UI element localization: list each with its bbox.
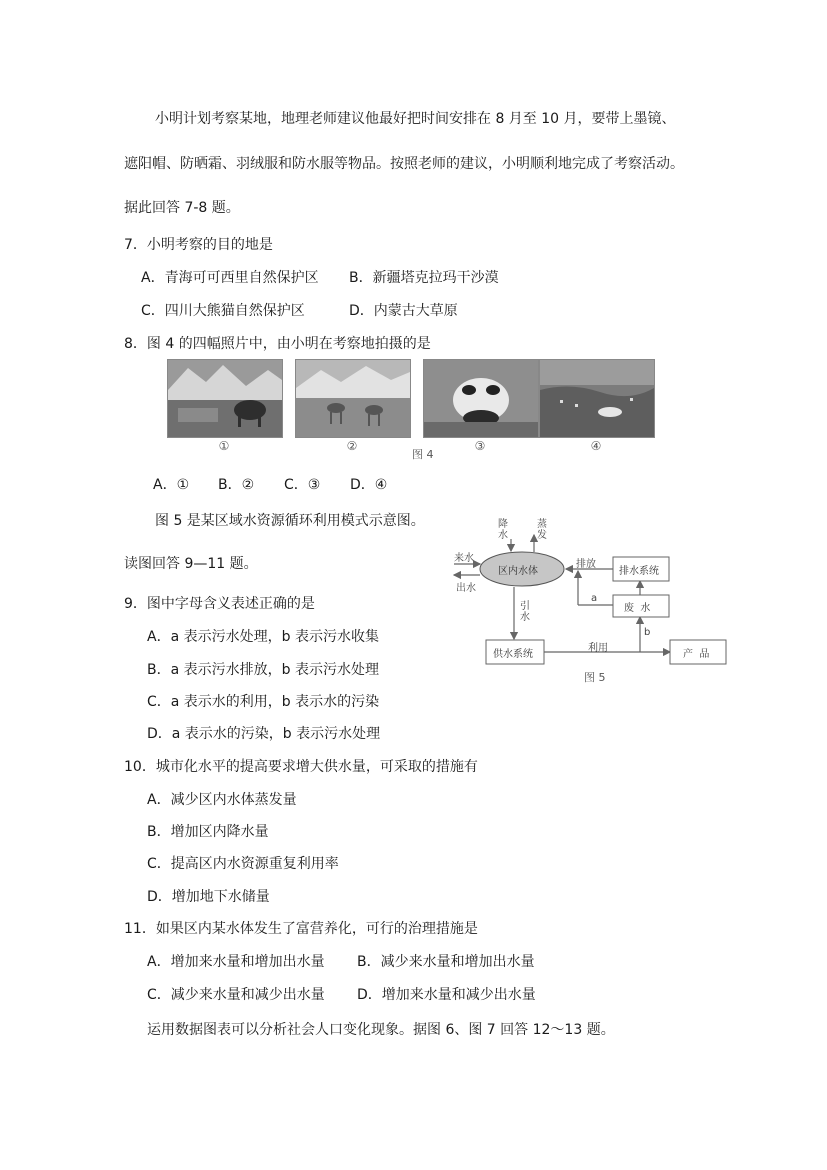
q10-option-d: D．增加地下水储量 <box>147 889 270 905</box>
q7-option-a: A．青海可可西里自然保护区 <box>141 270 319 286</box>
q11-option-b: B．减少来水量和增加出水量 <box>357 954 535 970</box>
q10-option-b: B．增加区内降水量 <box>147 824 269 840</box>
label-discharge: 排放 <box>576 559 596 570</box>
q7-option-d: D．内蒙古大草原 <box>349 303 458 319</box>
q8-stem: 8．图 4 的四幅照片中，由小明在考察地拍摄的是 <box>124 336 431 352</box>
label-supply-system: 供水系统 <box>493 649 533 660</box>
q7-stem: 7．小明考察的目的地是 <box>124 237 273 253</box>
photo-4-grassland <box>539 359 655 438</box>
photo-label-4: ④ <box>590 439 602 453</box>
label-drainage-system: 排水系统 <box>619 566 659 577</box>
label-outflow: 出水 <box>456 583 476 594</box>
label-divert-water: 引 水 <box>520 601 530 623</box>
q7-option-c: C．四川大熊猫自然保护区 <box>141 303 305 319</box>
label-use: 利用 <box>588 643 608 654</box>
q10-option-c: C．提高区内水资源重复利用率 <box>147 856 339 872</box>
photo-3-panda <box>423 359 539 438</box>
fig5-intro: 图 5 是某区域水资源循环利用模式示意图。 <box>155 513 425 529</box>
intro-line-1: 小明计划考察某地，地理老师建议他最好把时间安排在 8 月至 10 月，要带上墨镜、 <box>155 111 676 127</box>
figure-5-diagram <box>448 519 733 684</box>
q11-option-d: D．增加来水量和减少出水量 <box>357 987 536 1003</box>
q10-stem: 10．城市化水平的提高要求增大供水量，可采取的措施有 <box>124 759 478 775</box>
closing-line: 运用数据图表可以分析社会人口变化现象。据图 6、图 7 回答 12～13 题。 <box>147 1022 615 1038</box>
q9-option-c: C．a 表示水的利用，b 表示水的污染 <box>147 694 380 710</box>
label-precipitation: 降 水 <box>498 519 508 541</box>
figure-5-caption: 图 5 <box>584 671 606 684</box>
photo-label-1: ① <box>218 439 230 453</box>
photo-label-2: ② <box>346 439 358 453</box>
label-evaporation: 蒸 发 <box>537 519 547 541</box>
q9-option-b: B．a 表示污水排放，b 表示污水处理 <box>147 662 379 678</box>
figure-4-photos <box>167 359 647 471</box>
label-product: 产 品 <box>683 649 710 660</box>
intro-line-2: 遮阳帽、防晒霜、羽绒服和防水服等物品。按照老师的建议，小明顺利地完成了考察活动。 <box>124 156 684 172</box>
photo-1-yak-mountains <box>167 359 283 438</box>
label-inflow: 来水 <box>454 553 474 564</box>
q7-option-b: B．新疆塔克拉玛干沙漠 <box>349 270 499 286</box>
q10-option-a: A．减少区内水体蒸发量 <box>147 792 297 808</box>
label-a: a <box>591 593 598 604</box>
photo-2-antelopes <box>295 359 411 438</box>
figure-4-caption: 图 4 <box>412 448 434 461</box>
q9-option-a: A．a 表示污水处理，b 表示污水收集 <box>147 629 379 645</box>
q9-stem: 9．图中字母含义表述正确的是 <box>124 596 315 612</box>
intro-line-3: 据此回答 7-8 题。 <box>124 200 240 216</box>
q8-option-a: A．① <box>153 477 190 493</box>
label-wastewater: 废 水 <box>624 603 651 614</box>
q9-option-d: D．a 表示水的污染，b 表示污水处理 <box>147 726 381 742</box>
q8-option-b: B．② <box>218 477 255 493</box>
photo-label-3: ③ <box>474 439 486 453</box>
q11-option-a: A．增加来水量和增加出水量 <box>147 954 325 970</box>
label-b: b <box>644 627 651 638</box>
q8-option-c: C．③ <box>284 477 321 493</box>
read-prompt: 读图回答 9—11 题。 <box>124 556 258 572</box>
q11-option-c: C．减少来水量和减少出水量 <box>147 987 325 1003</box>
label-water-body: 区内水体 <box>498 566 538 577</box>
q8-option-d: D．④ <box>350 477 388 493</box>
q11-stem: 11．如果区内某水体发生了富营养化，可行的治理措施是 <box>124 921 478 937</box>
